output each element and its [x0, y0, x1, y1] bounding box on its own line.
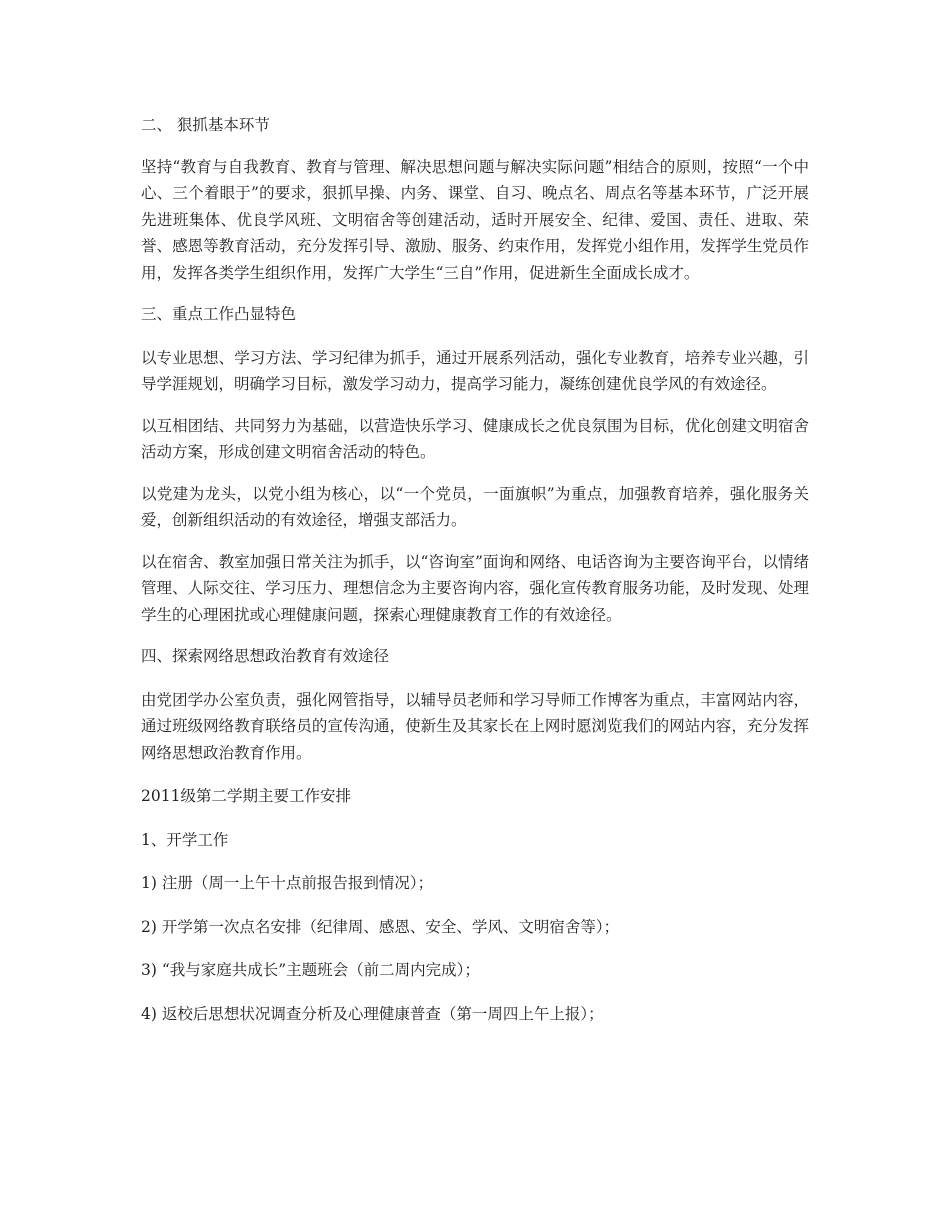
list-item-2: 2) 开学第一次点名安排（纪律周、感恩、安全、学风、文明宿舍等）；: [141, 917, 620, 936]
semester-plan-heading: 2011级第二学期主要工作安排: [141, 787, 351, 805]
paragraph-mental-health: 以在宿舍、教室加强日常关注为抓手，以“咨询室”面询和网络、电话咨询为主要咨询平台，以情绪管理、人际交往、学习压力、理想信念为主要咨询内容，强化宣传教育服务功能，及时发现、处理学生的心理困扰或心理健康问题，探索心理健康教育工作的有效途径。: [141, 552, 809, 624]
opening-work-heading: 1、开学工作: [141, 830, 229, 849]
document-page: [141, 112, 809, 1027]
paragraph-academic-style: 以专业思想、学习方法、学习纪律为抓手，通过开展系列活动，强化专业教育，培养专业兴趣，引导学涯规划，明确学习目标，激发学习动力，提高学习能力，凝练创建优良学风的有效途径。: [141, 348, 809, 393]
list-item-4: 4) 返校后思想状况调查分析及心理健康普查（第一周四上午上报）；: [141, 1004, 604, 1023]
section-heading-2: 二、 狠抓基本环节: [141, 116, 270, 134]
section-heading-3: 三、重点工作凸显特色: [141, 305, 297, 323]
section-heading-4: 四、探索网络思想政治教育有效途径: [141, 647, 390, 665]
paragraph-network-education: 由党团学办公室负责，强化网管指导，以辅导员老师和学习导师工作博客为重点，丰富网站内容，通过班级网络教育联络员的宣传沟通，使新生及其家长在上网时愿浏览我们的网站内容，充分发挥网络思想政治教育作用。: [141, 690, 809, 762]
paragraph-party-building: 以党建为龙头，以党小组为核心，以“一个党员，一面旗帜”为重点，加强教育培养，强化服务关爱，创新组织活动的有效途径，增强支部活力。: [141, 484, 809, 529]
list-item-3: 3) “我与家庭共成长”主题班会（前二周内完成）；: [141, 961, 480, 979]
paragraph-basic-links: 坚持“教育与自我教育、教育与管理、解决思想问题与解决实际问题”相结合的原则，按照“一个中心、三个着眼于”的要求，狠抓早操、内务、课堂、自习、晚点名、周点名等基本环节，广泛开展先进班集体、优良学风班、文明宿舍等创建活动，适时开展安全、纪律、爱国、责任、进取、荣誉、感恩等教育活动，充分发挥引导、激励、服务、约束作用，发挥党小组作用，发挥学生党员作用，发挥各类学生组织作用，发挥广大学生“三自”作用，促进新生全面成长成才。: [141, 157, 809, 282]
paragraph-dormitory: 以互相团结、共同努力为基础，以营造快乐学习、健康成长之优良氛围为目标，优化创建文明宿舍活动方案，形成创建文明宿舍活动的特色。: [141, 416, 809, 461]
list-item-1: 1) 注册（周一上午十点前报告报到情况）；: [141, 874, 434, 892]
